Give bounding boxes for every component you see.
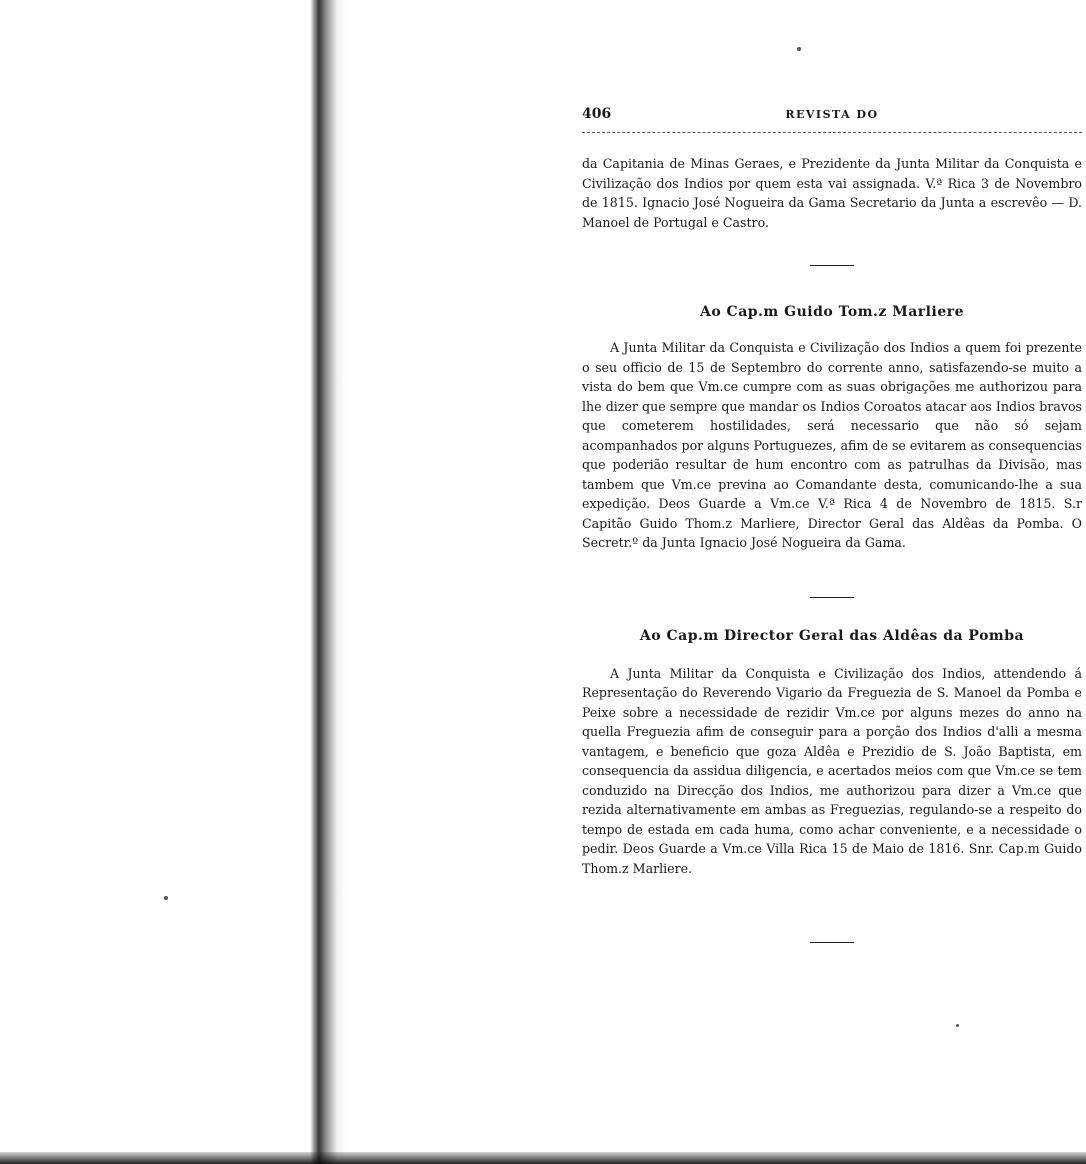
- intro-paragraph: da Capitania de Minas Geraes, e Prezidente da Junta Militar da Conquista e Civilização dos Indios por quem esta vai assignada. V.ª Rica 3 de Novembro de 1815. Ignacio José Nogueira da Gama Secretario da Junta a escrevêo — D. Manoel de Portugal e Castro.: [582, 156, 1082, 230]
- letter2-heading: Ao Cap.m Director Geral das Aldêas da Pomba: [639, 627, 1025, 644]
- section-divider: [810, 942, 854, 943]
- paper-speck: [956, 1024, 959, 1027]
- section-divider: [810, 597, 854, 598]
- letter2-body: A Junta Militar da Conquista e Civilização dos Indios, attendendo á Representação do Reverendo Vigario da Freguezia de S. Manoel da Pomba e Peixe sobre a necessidade de rezidir Vm.ce por alguns mezes do anno na quella Freguezia afim de conseguir para a porção dos Indios d'alli a mesma vantagem, e beneficio que goza Aldêa e Prezidio de S. João Baptista, em consequencia da assidua diligencia, e acertados meios com que Vm.ce se tem conduzido na Direcção dos Indios, me authorizou para dizer a Vm.ce que rezida alternativamente em ambas as Freguezias, regulando-se a respeito do tempo de estada em cada huma, como achar conveniente, e a necessidade o pedir. Deos Guarde a Vm.ce Villa Rica 15 de Maio de 1816. Snr. Cap.m Guido Thom.z Marliere.: [582, 665, 1082, 876]
- book-page: [582, 106, 1082, 943]
- page-header: [582, 106, 1082, 133]
- letter1-heading: Ao Cap.m Guido Tom.z Marliere: [699, 304, 965, 320]
- paper-speck: [164, 896, 168, 900]
- section-divider: [810, 265, 854, 266]
- page-bottom-edge: [0, 1152, 1086, 1164]
- paper-speck: [797, 47, 801, 51]
- letter1-body: A Junta Militar da Conquista e Civilização dos Indios a quem foi prezente o seu officio de 15 de Septembro do corrente anno, satisfazendo-se muito a vista do bem que Vm.ce cumpre com as suas obrigações me authorizou para lhe dizer que sempre que mandar os Indios Coroatos atacar aos Indios bravos que cometerem hostilidades, será necessario que não só sejam acompanhados por alguns Portuguezes, afim de se evitarem as consequencias que poderião resultar de hum encontro com as patrulhas da Divisão, mas tambem que Vm.ce previna ao Comandante desta, comunicando-lhe a sua expedição. Deos Guarde a Vm.ce V.ª Rica 4 de Novembro de 1815. S.r Capitão Guido Thom.z Marliere, Director Geral das Aldêas da Pomba. O Secretr.º da Junta Ignacio José Nogueira da Gama.: [582, 340, 1082, 550]
- binding-gutter-shadow: [310, 0, 346, 1164]
- running-head: REVISTA DO: [785, 108, 879, 121]
- page-number: 406: [582, 106, 612, 122]
